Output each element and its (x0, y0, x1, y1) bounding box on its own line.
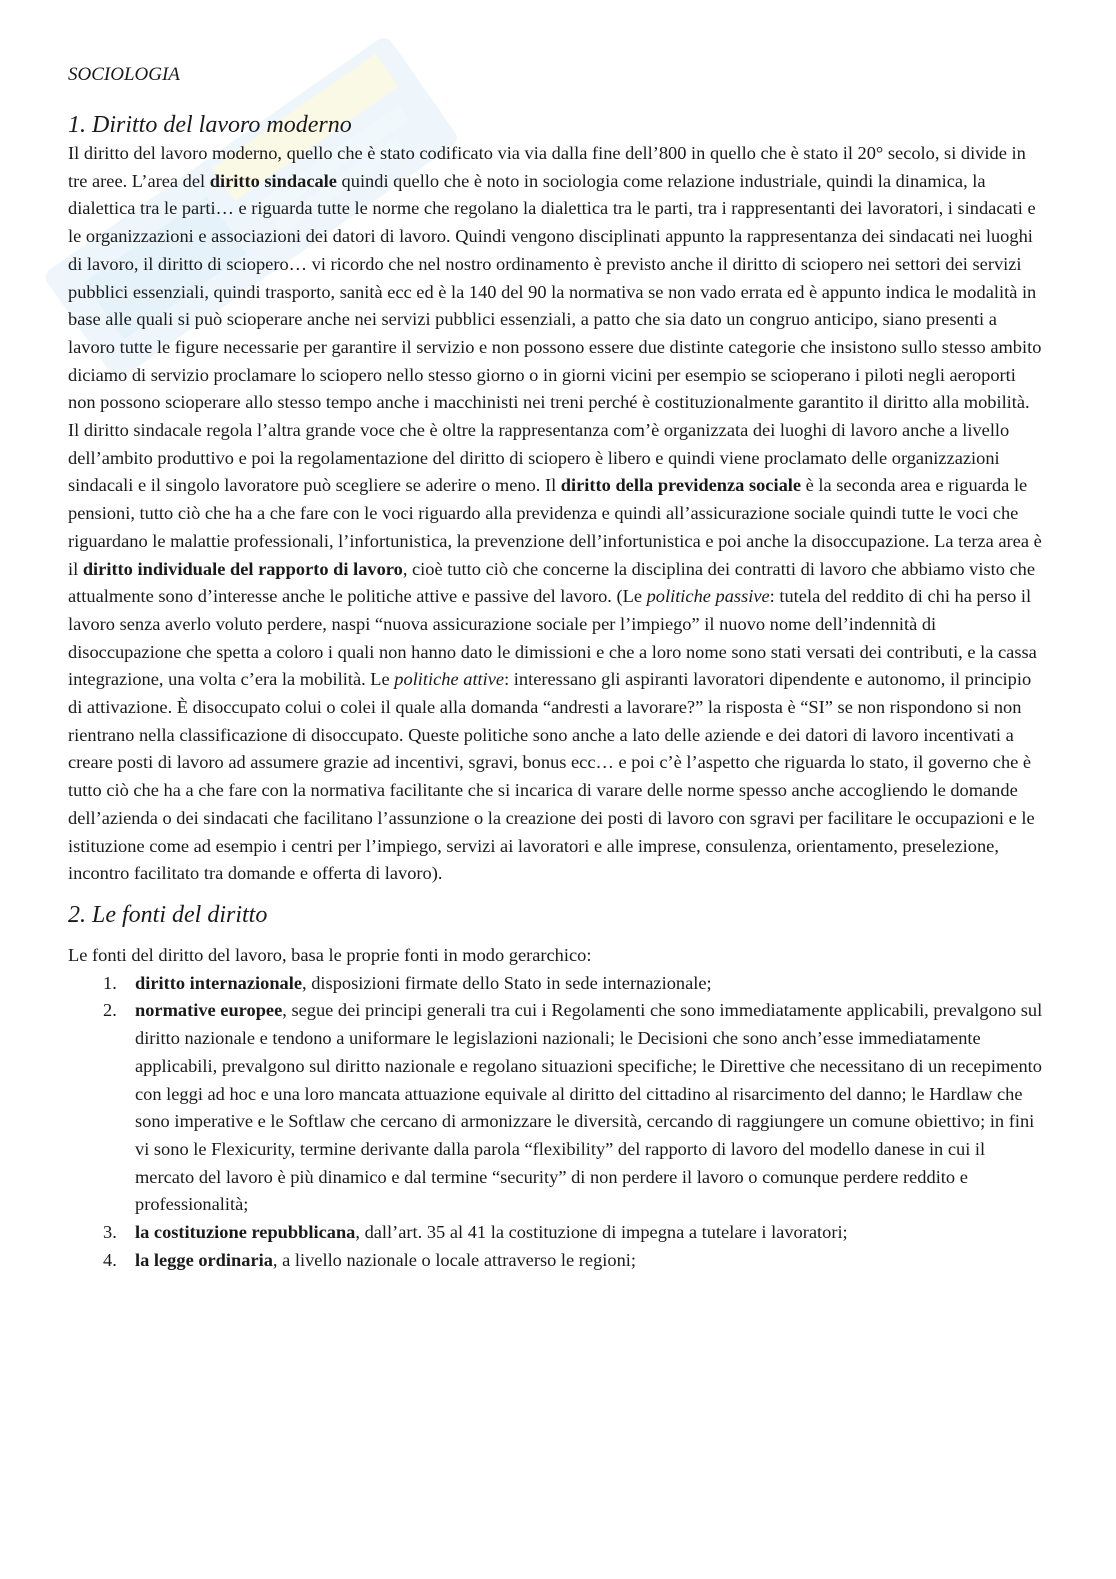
list-item: 4. la legge ordinaria, a livello nazionale o locale attraverso le regioni; (103, 1249, 636, 1270)
section-1-paragraph: Il diritto del lavoro moderno, quello che è stato codificato via via dalla fine dell’800 in quello che è stato il 20° secolo, si divide in tre aree. L’area del diritto sindacale quindi quello che è noto in sociologia come relazione industriale, quindi la dinamica, la dialettica tra le parti… e riguarda tutte le norme che regolano la dialettica tra le parti, tra i rappresentanti dei lavoratori, i sindacati e le organizzazioni e associazioni dei datori di lavoro. Quindi vengono disciplinati appunto la rappresentanza dei sindacati nei luoghi di lavoro, il diritto di sciopero… vi ricordo che nel nostro ordinamento è previsto anche il diritto di sciopero nei settori dei servizi pubblici essenziali, quindi trasporto, sanità ecc ed è la 140 del 90 la normativa se non vado errata ed è appunto indica le modalità in base alle quali si può scioperare anche nei servizi pubblici essenziali, a patto che sia dato un congruo anticipo, siano presenti a lavoro tutte le figure necessarie per garantire il servizio e non possono essere due distinte categorie che insistono sullo stesso ambito diciamo di servizio proclamare lo sciopero nello stesso giorno o in giorni vicini per esempio se scioperano i piloti negli aeroporti non possono scioperare allo stesso tempo anche i macchinisti nei treni perché è costituzionalmente garantito il diritto alla mobilità. Il diritto sindacale regola l’altra grande voce che è oltre la rappresentanza com’è organizzata dei luoghi di lavoro anche a livello dell’ambito produttivo e poi la regolamentazione del diritto di sciopero è libero e quindi viene proclamato delle organizzazioni sindacali e il singolo lavoratore può scegliere se aderire o meno. Il diritto della previdenza sociale è la seconda area e riguarda le pensioni, tutto ciò che ha a che fare con le voci riguardo alla previdenza e quindi all’assicurazione sociale quindi tutte le voci che riguardano le malattie professionali, l’infortunistica, la prevenzione dell’infortunistica e poi anche la disoccupazione. La terza area è il diritto individuale del rapporto di lavoro, cioè tutto ciò che concerne la disciplina dei contratti di lavoro che abbiamo visto che attualmente sono d’interesse anche le politiche attive e passive del lavoro. (Le politiche passive: tutela del reddito di chi ha perso il lavoro senza averlo voluto perdere, naspi “nuova assicurazione sociale per l’impiego” il nuovo nome dell’indennità di disoccupazione che spetta a coloro i quali non hanno dato le dimissioni e che a loro nome sono stati versati dei contributi, e la cassa integrazione, una volta c’era la mobilità. Le politiche attive: interessano gli aspiranti lavoratori dipendente e autonomo, il principio di attivazione. È disoccupato colui o colei il quale alla domanda “andresti a lavorare?” la risposta è “SI” se non rispondono si non rientrano nella classificazione di disoccupato. Queste politiche sono anche a lato delle aziende e dei datori di lavoro incentivati a creare posti di lavoro ad assumere grazie ad incentivi, sgravi, bonus ecc… e poi c’è l’aspetto che riguarda lo stato, il governo che è tutto ciò che ha a che fare con la normativa facilitante che si incarica di varare delle norme spesso anche accogliendo le domande dell’azienda o dei sindacati che facilitano l’assunzione o la creazione dei posti di lavoro con sgravi per facilitare le occupazioni e le istituzione come ad esempio i centri per l’impiego, servizi ai lavoratori e alle imprese, consulenza, orientamento, preselezione, incontro facilitato tra domande e offerta di lavoro). (68, 143, 1042, 884)
list-item: 1. diritto internazionale, disposizioni firmate dello Stato in sede internazionale; (103, 972, 712, 993)
document-page (68, 62, 1044, 1274)
section-1-title: 1. Diritto del lavoro moderno (68, 112, 352, 138)
list-item: 2. normative europee, segue dei principi generali tra cui i Regolamenti che sono immediatamente applicabili, prevalgono sul diritto nazionale e tendono a uniformare le legislazioni nazionali; le Decisioni che sono anch’esse immediatamente applicabili, prevalgono sul diritto nazionale e regolano situazioni specifiche; le Direttive che necessitano di un recepimento con leggi ad hoc e una loro mancata attuazione equivale al diritto del cittadino al risarcimento del danno; le Hardlaw che sono imperative e le Softlaw che cercano di armonizzare le diversità, cercando di raggiungere un comune obiettivo; in fini vi sono le Flexicurity, termine derivante dalla parola “flexibility” del rapporto di lavoro del modello danese in cui il mercato del lavoro è più dinamico e dal termine “security” di non perdere il lavoro o comunque perdere reddito e professionalità; (103, 1000, 1043, 1215)
section-2-intro: Le fonti del diritto del lavoro, basa le proprie fonti in modo gerarchico: (68, 944, 592, 965)
sources-list (68, 970, 1044, 1275)
list-item: 3. la costituzione repubblicana, dall’art. 35 al 41 la costituzione di impegna a tutelare i lavoratori; (103, 1222, 848, 1243)
section-2-title: 2. Le fonti del diritto (68, 901, 268, 928)
document-header: SOCIOLOGIA (68, 64, 180, 85)
